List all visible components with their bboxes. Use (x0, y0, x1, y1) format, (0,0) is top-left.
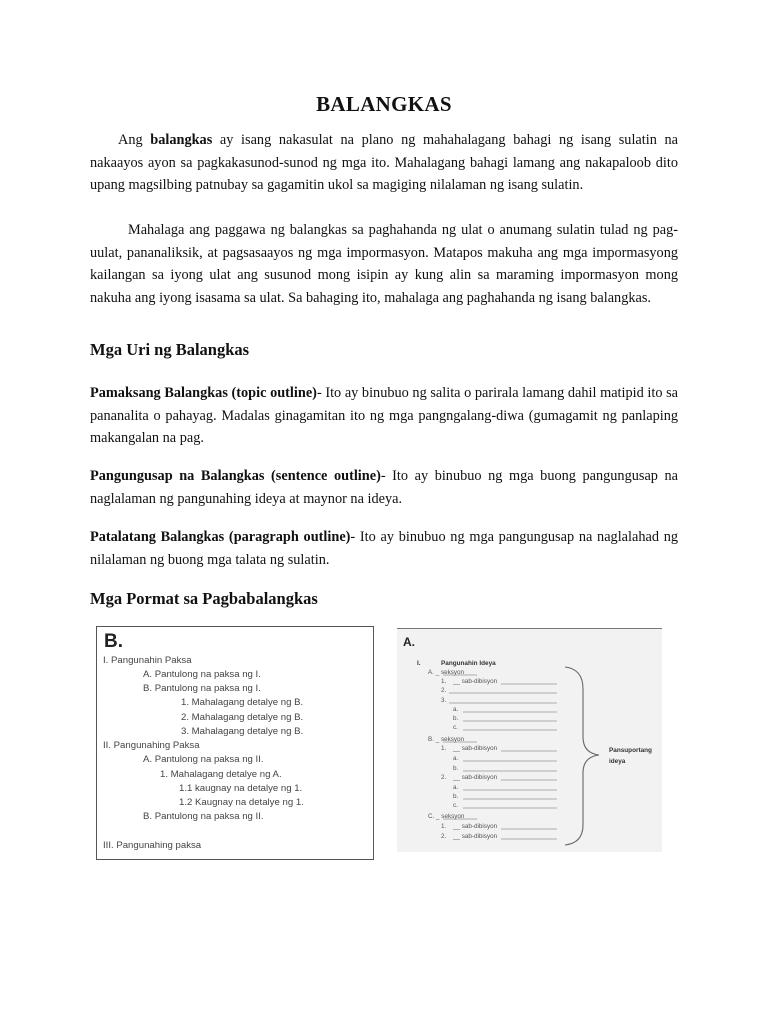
intro-paragraph-1 (90, 129, 678, 197)
item-letter: b. (453, 715, 459, 722)
figure-a-label: A. (403, 635, 415, 649)
outline-line: III. Pangunahing paksa (103, 840, 202, 851)
outline-line: 1. Mahalagang detalye ng A. (160, 769, 282, 780)
figure-b-label: B. (104, 631, 123, 652)
outline-figure-b (96, 626, 374, 860)
outline-line: 1.2 Kaugnay na detalye ng 1. (179, 797, 304, 808)
item-letter: c. (453, 724, 458, 731)
item-letter: a. (453, 706, 459, 713)
outline-line: 1. Mahalagang detalye ng B. (181, 697, 304, 708)
outline-line: B. Pantulong na paksa ng II. (143, 811, 264, 822)
outline-type-topic (90, 382, 678, 450)
item-number: 1. (441, 678, 447, 685)
item-number: 3. (441, 697, 447, 704)
outline-line: 3. Mahalagang detalye ng B. (181, 726, 304, 737)
intro-paragraph-2: Mahalaga ang paggawa ng balangkas sa paghahanda ng ulat o anumang sulatin tulad ng pag-uulat, pananaliksik, at pagsasaayos ng mga impormasyon. Matapos makuha ang mga impormasyong kailangan sa iyong ulat ang susunod mong isipin ay kung alin sa maraming impormasyon mong nakuha ang iyong isasama sa ulat. Sa bahaging ito, mahalaga ang paghahanda ng isang balangkas. (90, 222, 678, 306)
subdivision-label: __ sab-dibisyon (453, 823, 498, 830)
intro-keyword: balangkas (150, 132, 213, 148)
outline-line: II. Pangunahing Paksa (103, 740, 200, 751)
outline-figure-a (397, 628, 662, 852)
outline-type-desc: - Ito ay binubuo ng salita o parirala lamang dahil matipid ito sa pananalita o pahayag. Madalas ginagamitan ito ng mga pangngalang-diwa (gumagamit ng panlaping makangalan na pag. (90, 385, 678, 446)
subdivision-label: __ sab-dibisyon (453, 745, 498, 752)
subdivision-label: __ sab-dibisyon (453, 678, 498, 685)
section-line: C. _ seksyon (428, 813, 465, 820)
outline-line: B. Pantulong na paksa ng I. (143, 683, 261, 694)
document-title: BALANGKAS (316, 92, 452, 116)
outline-type-sentence (90, 465, 678, 510)
item-letter: c. (453, 802, 458, 809)
main-idea-label: Pangunahin Ideya (441, 660, 496, 667)
roman-numeral: I. (417, 660, 421, 667)
section-heading-types: Mga Uri ng Balangkas (90, 340, 250, 359)
outline-type-desc: - Ito ay binubuo ng mga pangungusap na naglalahad ng nilalaman ng buong mga talata ng sulatin. (90, 529, 678, 568)
outline-line: A. Pantulong na paksa ng I. (143, 669, 261, 680)
outline-template-lines (397, 629, 662, 852)
item-number: 2. (441, 687, 447, 694)
section-heading-formats: Mga Pormat sa Pagbabalangkas (90, 589, 318, 608)
item-number: 2. (441, 833, 447, 840)
outline-line: I. Pangunahin Paksa (103, 655, 192, 666)
subdivision-label: __ sab-dibisyon (453, 833, 498, 840)
curly-brace-shape (565, 667, 599, 845)
outline-type-desc: - Ito ay binubuo ng mga buong pangungusap na naglalaman ng pangunahing ideya at maynor na ideya. (90, 468, 678, 507)
section-line: A. _ seksyon (428, 669, 465, 676)
intro-text-rest: ay isang nakasulat na plano ng mahahalagang bahagi ng isang sulatin na nakaayos ayon sa pagkakasunod-sunod ng mga ito. Mahalagang bahagi lamang ang nakapaloob dito upang magsilbing patnubay sa gagamitin ukol sa magiging nilalaman ng isang sulatin. (90, 132, 679, 193)
item-letter: a. (453, 755, 459, 762)
outline-type-term: Pangungusap na Balangkas (sentence outline) (90, 468, 381, 484)
subdivision-label: __ sab-dibisyon (453, 774, 498, 781)
item-number: 1. (441, 745, 447, 752)
outline-type-term: Pamaksang Balangkas (topic outline) (90, 385, 317, 401)
outline-type-paragraph (90, 526, 678, 571)
intro-text-start: Ang (118, 132, 151, 148)
outline-line: A. Pantulong na paksa ng II. (143, 754, 264, 765)
outline-line: 1.1 kaugnay na detalye ng 1. (179, 783, 303, 794)
item-letter: b. (453, 793, 459, 800)
side-label-line-1: Pansuportang (609, 747, 652, 754)
side-label-line-2: ideya (609, 758, 626, 765)
item-letter: a. (453, 784, 459, 791)
item-letter: b. (453, 765, 459, 772)
outline-type-term: Patalatang Balangkas (paragraph outline) (90, 529, 351, 545)
item-number: 1. (441, 823, 447, 830)
item-number: 2. (441, 774, 447, 781)
outline-line: 2. Mahalagang detalye ng B. (181, 712, 304, 723)
section-line: B. _ seksyon (428, 736, 465, 743)
